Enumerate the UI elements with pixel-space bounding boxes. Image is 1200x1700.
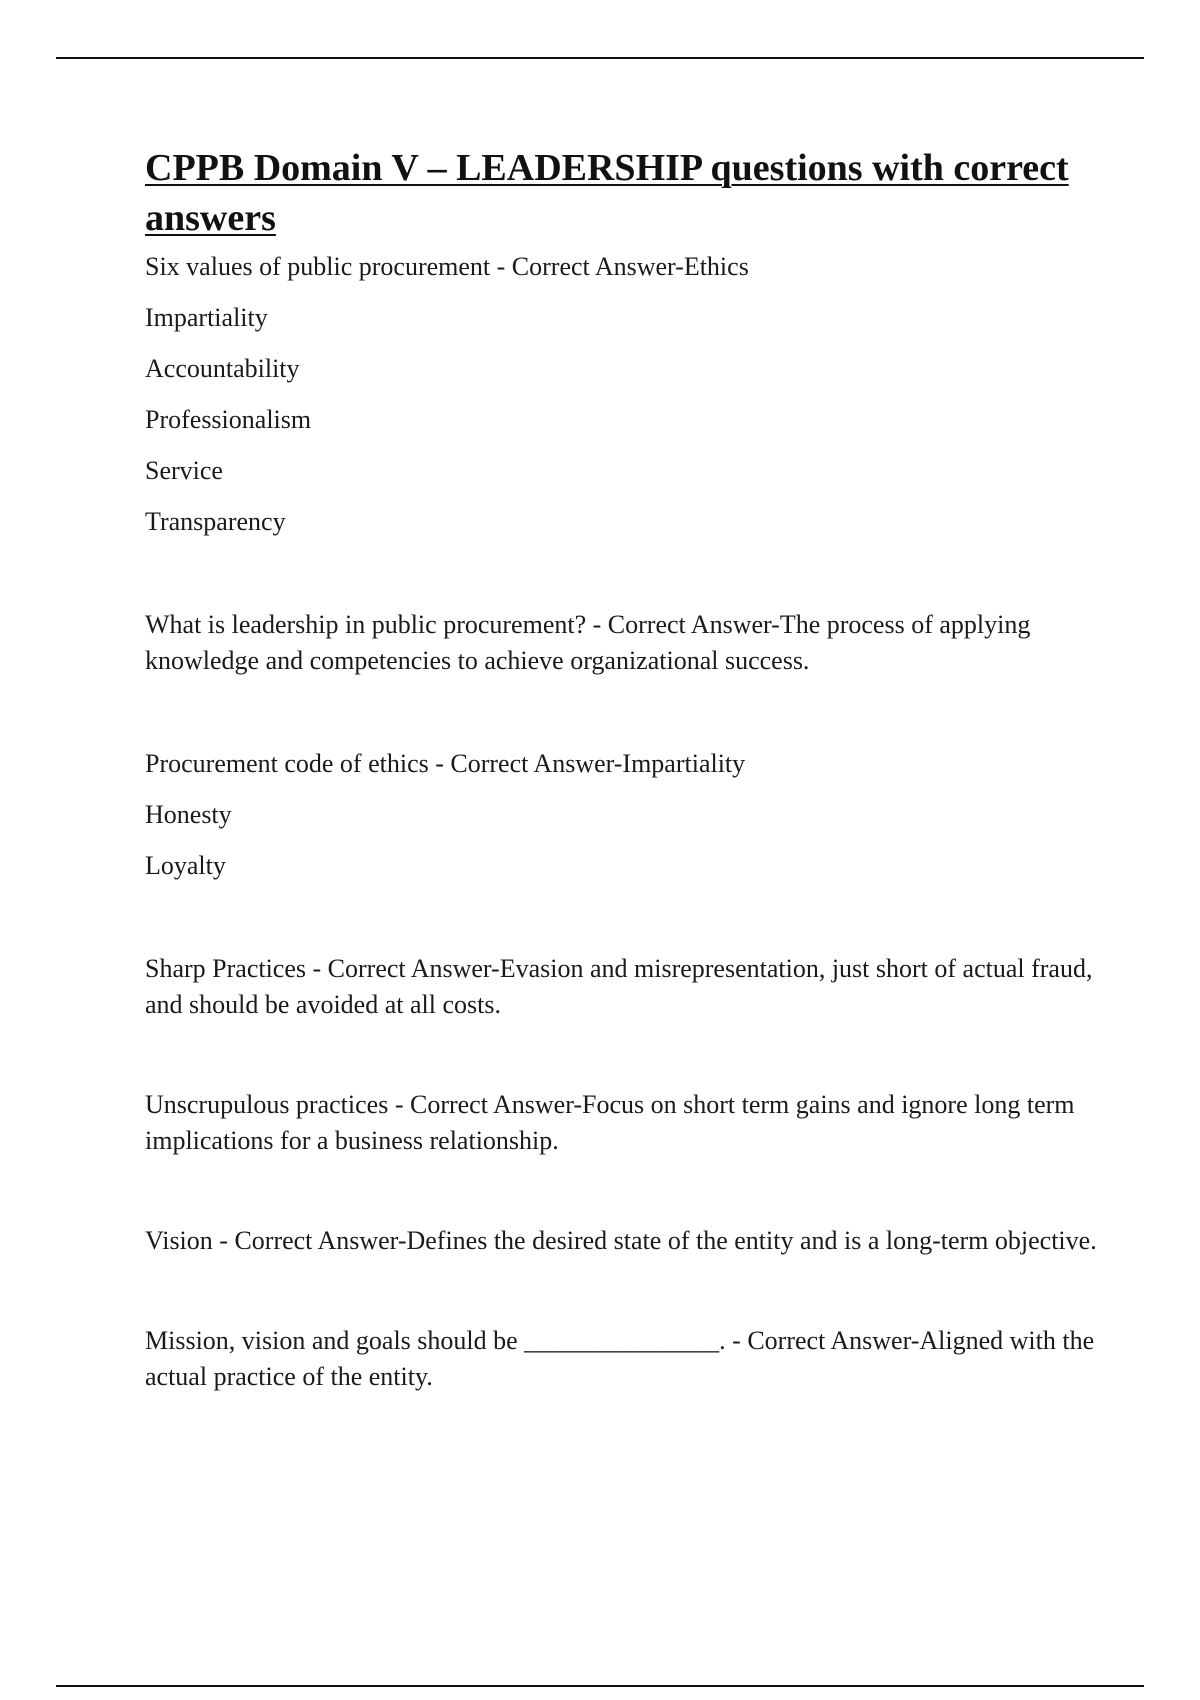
answer-line: Loyalty (145, 851, 226, 880)
document-title: CPPB Domain V – LEADERSHIP questions with correct answers (145, 147, 1069, 239)
qa-text: Sharp Practices - Correct Answer-Evasion and misrepresentation, just short of actual fraud, and should be avoided at all costs. (145, 954, 1093, 1019)
qa-text: Mission, vision and goals should be _______________. - Correct Answer-Aligned with the actual practice of the entity. (145, 1326, 1095, 1391)
answer-line: Service (145, 456, 223, 485)
qa-entry-code-of-ethics (145, 746, 1100, 884)
question-line: Six values of public procurement - Correct Answer-Ethics (145, 252, 749, 281)
qa-text: What is leadership in public procurement? - Correct Answer-The process of applying knowledge and competencies to achieve organizational success. (145, 610, 1031, 675)
answer-line: Accountability (145, 354, 300, 383)
qa-text: Vision - Correct Answer-Defines the desired state of the entity and is a long-term objective. (145, 1226, 1097, 1255)
qa-entry-six-values (145, 249, 1100, 540)
question-line: Procurement code of ethics - Correct Answer-Impartiality (145, 749, 746, 778)
qa-entry-leadership (145, 607, 1100, 679)
header-rule (56, 57, 1144, 59)
qa-text: Unscrupulous practices - Correct Answer-Focus on short term gains and ignore long term implications for a business relationship. (145, 1090, 1075, 1155)
answer-line: Honesty (145, 800, 232, 829)
qa-entry-vision (145, 1223, 1100, 1259)
answer-line: Impartiality (145, 303, 268, 332)
document-body (145, 143, 1100, 1395)
qa-entry-sharp-practices (145, 951, 1100, 1023)
footer-rule (56, 1685, 1144, 1687)
qa-entry-mission-vision-goals (145, 1323, 1100, 1395)
answer-line: Professionalism (145, 405, 312, 434)
qa-entry-unscrupulous-practices (145, 1087, 1100, 1159)
answer-line: Transparency (145, 507, 286, 536)
